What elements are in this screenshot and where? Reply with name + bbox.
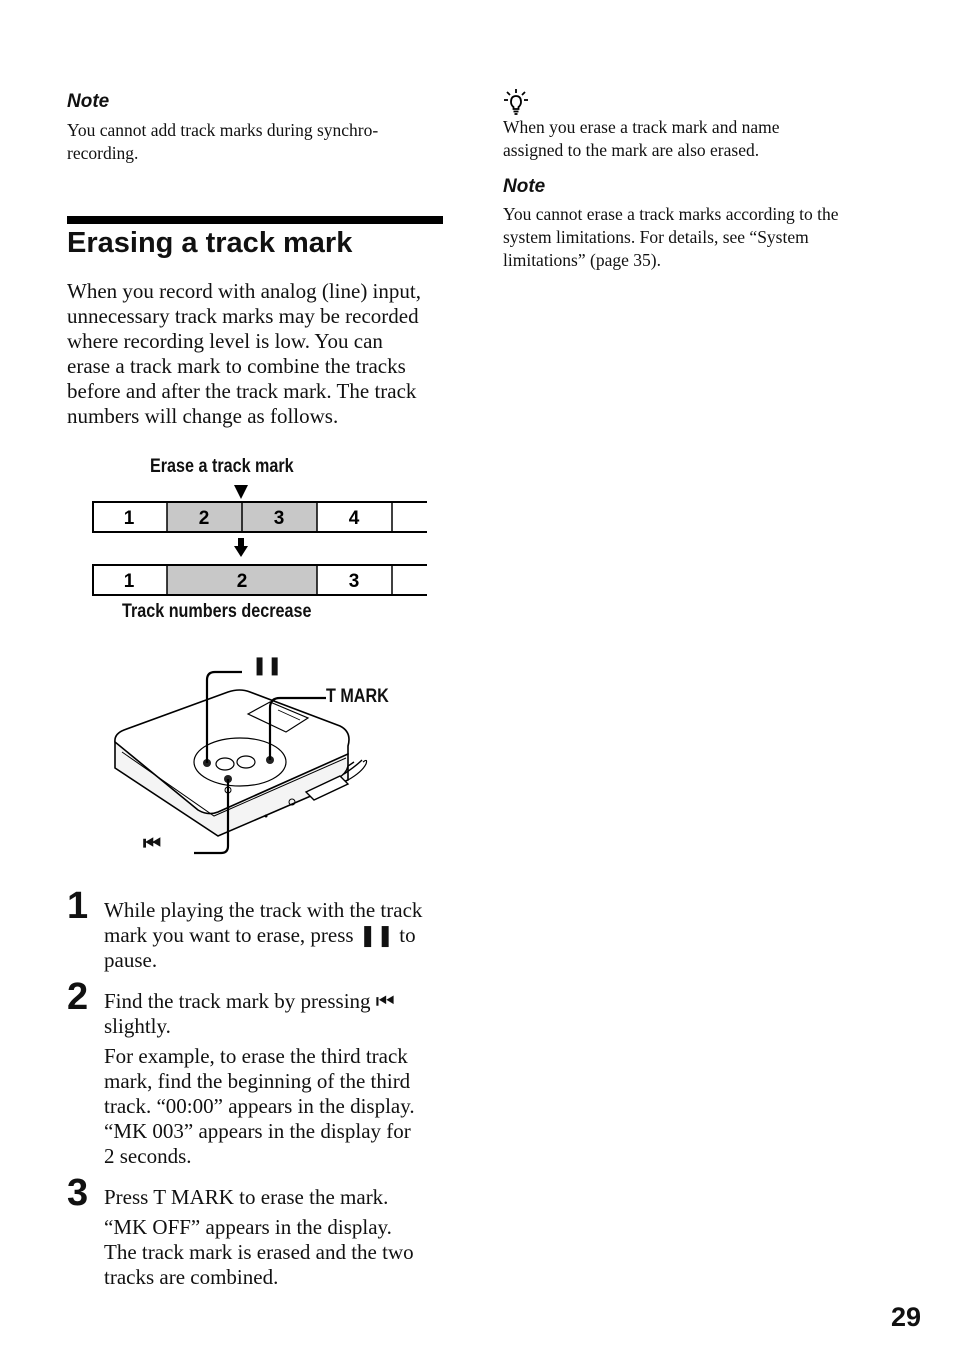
step-number: 3 bbox=[67, 1172, 89, 1214]
intro-line: unnecessary track marks may be recorded bbox=[67, 304, 419, 328]
step-text bbox=[104, 898, 422, 973]
step-line: Find the track mark by pressing ⏮ bbox=[104, 989, 395, 1013]
step-line: pause. bbox=[104, 948, 158, 972]
note-line: limitations” (page 35). bbox=[503, 250, 661, 270]
step-line: Press T MARK to erase the mark. bbox=[104, 1185, 389, 1209]
hint-line: When you erase a track mark and name bbox=[503, 117, 780, 137]
intro-line: erase a track mark to combine the tracks bbox=[67, 354, 406, 378]
tmark-callout-label: T MARK bbox=[326, 686, 389, 707]
step-detail-line: 2 seconds. bbox=[104, 1144, 192, 1168]
pause-callout-label: ❚❚ bbox=[252, 655, 283, 676]
step-number: 1 bbox=[67, 885, 89, 927]
prev-callout-label: ⏮ bbox=[143, 831, 161, 855]
lightbulb-hint-icon bbox=[503, 88, 529, 116]
note-text bbox=[503, 203, 838, 272]
track-2-label: 2 bbox=[198, 508, 210, 529]
step-text bbox=[104, 989, 395, 1039]
note-heading: Note bbox=[503, 176, 546, 197]
erase-marker-icon bbox=[234, 485, 248, 499]
step-detail bbox=[104, 1044, 415, 1169]
hint-line: assigned to the mark are also erased. bbox=[503, 140, 760, 160]
intro-line: When you record with analog (line) input, bbox=[67, 279, 421, 303]
intro-paragraph bbox=[67, 279, 421, 429]
note-line: recording. bbox=[67, 143, 139, 163]
step-line: mark you want to erase, press ❚❚ to bbox=[104, 923, 416, 947]
page-number: 29 bbox=[891, 1302, 922, 1332]
section-title: Erasing a track mark bbox=[67, 227, 353, 259]
step-detail bbox=[104, 1215, 414, 1290]
diagram-bottom-label: Track numbers decrease bbox=[122, 601, 312, 622]
new-track-2-label: 2 bbox=[236, 571, 248, 592]
intro-line: numbers will change as follows. bbox=[67, 404, 339, 428]
step-detail-line: mark, find the beginning of the third bbox=[104, 1069, 411, 1093]
step-line: While playing the track with the track bbox=[104, 898, 423, 922]
intro-line: where recording level is low. You can bbox=[67, 329, 383, 353]
note-line: You cannot erase a track marks according to the bbox=[503, 204, 839, 224]
note-line: You cannot add track marks during synchro- bbox=[67, 120, 379, 140]
new-track-3-label: 3 bbox=[348, 571, 360, 592]
step-detail-line: For example, to erase the third track bbox=[104, 1044, 408, 1068]
step-detail-line: tracks are combined. bbox=[104, 1265, 279, 1289]
step-detail-line: The track mark is erased and the two bbox=[104, 1240, 414, 1264]
step-detail-line: “MK OFF” appears in the display. bbox=[104, 1215, 392, 1239]
step-line: slightly. bbox=[104, 1014, 171, 1038]
section-rule bbox=[67, 216, 443, 224]
track-4-label: 4 bbox=[348, 508, 360, 529]
track-1-label: 1 bbox=[123, 508, 135, 529]
intro-line: before and after the track mark. The track bbox=[67, 379, 417, 403]
hint-text bbox=[503, 116, 779, 162]
diagram-top-label: Erase a track mark bbox=[150, 456, 294, 477]
step-detail-line: track. “00:00” appears in the display. bbox=[104, 1094, 415, 1118]
track-diagram bbox=[85, 480, 435, 600]
note-line: system limitations. For details, see “System bbox=[503, 227, 809, 247]
step-number: 2 bbox=[67, 976, 89, 1018]
step-detail-line: “MK 003” appears in the display for bbox=[104, 1119, 411, 1143]
step-text bbox=[104, 1185, 388, 1210]
new-track-1-label: 1 bbox=[123, 571, 135, 592]
note-text bbox=[67, 119, 378, 165]
down-arrow-icon bbox=[234, 546, 248, 557]
track-3-label: 3 bbox=[273, 508, 285, 529]
note-heading: Note bbox=[67, 91, 110, 112]
